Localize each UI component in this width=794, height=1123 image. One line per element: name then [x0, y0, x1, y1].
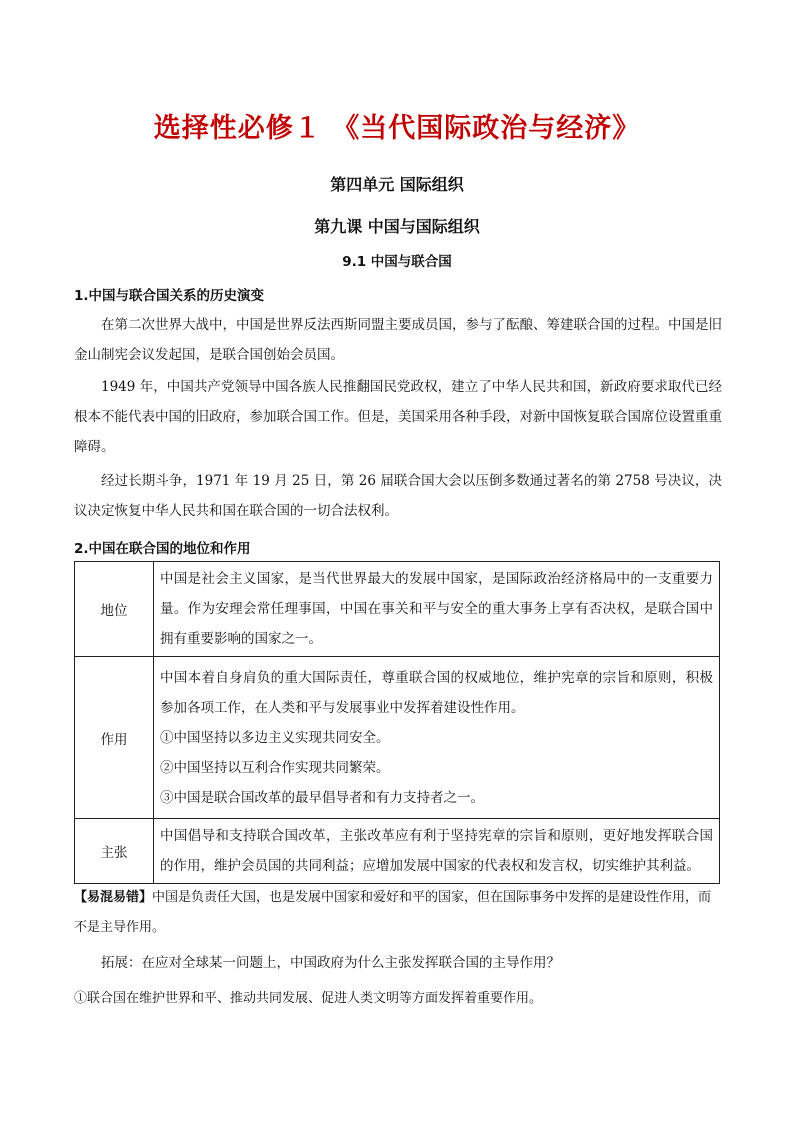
note-text: 中国是负责任大国，也是发展中国家和爱好和平的国家，但在国际事务中发挥的是建设性作用，而不是主导作用。	[74, 890, 712, 935]
paragraph-2: 1949 年，中国共产党领导中国各族人民推翻国民党政权，建立了中华人民共和国，新政府要求取代已经根本不能代表中国的旧政府，参加联合国工作。但是，美国采用各种手段，对新中国恢复联合国席位设置重重障碍。	[74, 379, 722, 455]
row-text-role	[154, 657, 720, 819]
row-text-position: 中国是社会主义国家，是当代世界最大的发展中国家，是国际政治经济格局中的一支重要力量。作为安理会常任理事国，中国在事关和平与安全的重大事务上享有否决权，是联合国中拥有重要影响的国家之一。	[154, 562, 720, 657]
table-row	[75, 562, 720, 657]
role-line: ②中国坚持以互利合作实现共同繁荣。	[160, 759, 390, 776]
paragraph-1: 在第二次世界大战中，中国是世界反法西斯同盟主要成员国，参与了酝酿、筹建联合国的过程。中国是旧金山制宪会议发起国，是联合国创始会员国。	[74, 317, 722, 363]
extension-answer: ①联合国在维护世界和平、推动共同发展、促进人类文明等方面发挥着重要作用。	[74, 991, 543, 1006]
role-line: ③中国是联合国改革的最早倡导者和有力支持者之一。	[160, 789, 484, 806]
unit-heading: 第四单元 国际组织	[330, 175, 464, 194]
extension-question: 拓展：在应对全球某一问题上，中国政府为什么主张发挥联合国的主导作用？	[101, 955, 560, 971]
note-tag: 【易混易错】	[74, 890, 153, 905]
row-label-position: 地位	[75, 562, 154, 657]
status-role-table	[74, 561, 720, 884]
row-label-role: 作用	[75, 657, 154, 819]
paragraph-3: 经过长期斗争，1971 年 19 月 25 日，第 26 届联合国大会以压倒多数通过著名的第 2758 号决议，决议决定恢复中华人民共和国在联合国的一切合法权利。	[74, 473, 722, 519]
row-text-stance: 中国倡导和支持联合国改革，主张改革应有利于坚持宪章的宗旨和原则，更好地发挥联合国的作用，维护会员国的共同利益；应增加发展中国家的代表权和发言权，切实维护其利益。	[154, 819, 720, 884]
row-label-stance: 主张	[75, 819, 154, 884]
role-line: ①中国坚持以多边主义实现共同安全。	[160, 729, 390, 746]
document-title: 选择性必修１ 《当代国际政治与经济》	[153, 113, 641, 144]
role-line: 中国本着自身肩负的重大国际责任，尊重联合国的权威地位，维护宪章的宗旨和原则，积极参加各项工作，在人类和平与发展事业中发挥着建设性作用。	[160, 669, 713, 716]
table-row	[75, 657, 720, 819]
heading-history: 1.中国与联合国关系的历史演变	[74, 288, 265, 304]
section-heading: 9.1 中国与联合国	[342, 254, 452, 270]
lesson-heading: 第九课 中国与国际组织	[314, 217, 480, 236]
mistake-note	[74, 883, 722, 943]
table-row	[75, 819, 720, 884]
heading-status-role: 2.中国在联合国的地位和作用	[74, 541, 251, 557]
